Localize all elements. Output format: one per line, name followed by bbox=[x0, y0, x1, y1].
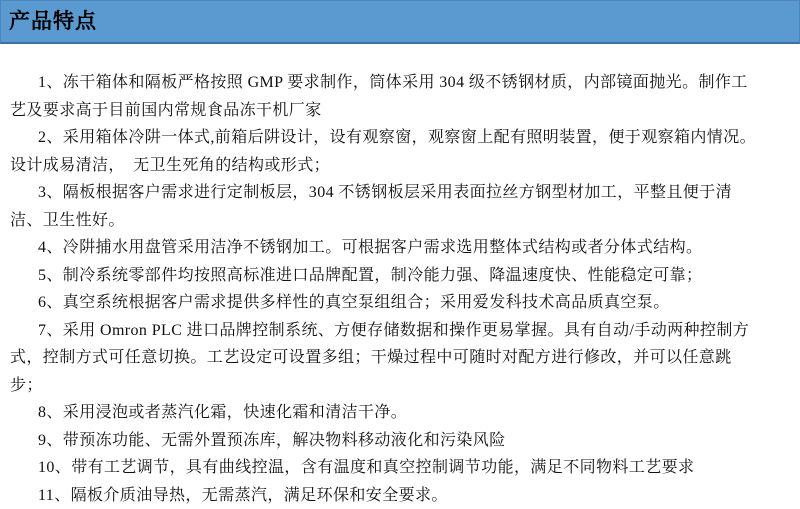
feature-item-11: 11、隔板介质油导热，无需蒸汽，满足环保和安全要求。 bbox=[10, 482, 762, 509]
feature-item-8: 8、采用浸泡或者蒸汽化霜，快速化霜和清洁干净。 bbox=[10, 399, 762, 427]
page-title: 产品特点 bbox=[1, 11, 97, 32]
feature-item-5: 5、制冷系统零部件均按照高标准进口品牌配置，制冷能力强、降温速度快、性能稳定可靠； bbox=[10, 262, 762, 290]
feature-item-10: 10、带有工艺调节，具有曲线控温，含有温度和真空控制调节功能，满足不同物料工艺要求 bbox=[10, 454, 762, 482]
section-header-bar bbox=[0, 0, 800, 44]
feature-item-6: 6、真空系统根据客户需求提供多样性的真空泵组组合；采用爱发科技术高品质真空泵。 bbox=[10, 289, 762, 317]
feature-item-4: 4、冷阱捕水用盘管采用洁净不锈钢加工。可根据客户需求选用整体式结构或者分体式结构。 bbox=[10, 234, 762, 262]
feature-item-1: 1、冻干箱体和隔板严格按照 GMP 要求制作，筒体采用 304 级不锈钢材质，内部镜面抛光。制作工艺及要求高于目前国内常规食品冻干机厂家 bbox=[10, 69, 762, 124]
feature-item-3: 3、隔板根据客户需求进行定制板层，304 不锈钢板层采用表面拉丝方钢型材加工，平整且便于清洁、卫生性好。 bbox=[10, 179, 762, 234]
feature-item-7: 7、采用 Omron PLC 进口品牌控制系统、方便存储数据和操作更易掌握。具有自动/手动两种控制方式，控制方式可任意切换。工艺设定可设置多组；干燥过程中可随时对配方进行修改，并可以任意跳步； bbox=[10, 317, 762, 400]
feature-item-9: 9、带预冻功能、无需外置预冻库，解决物料移动液化和污染风险 bbox=[10, 427, 762, 455]
feature-item-2: 2、采用箱体冷阱一体式,前箱后阱设计，设有观察窗，观察窗上配有照明装置，便于观察箱内情况。设计成易清洁， 无卫生死角的结构或形式； bbox=[10, 124, 762, 179]
feature-list bbox=[0, 44, 800, 509]
